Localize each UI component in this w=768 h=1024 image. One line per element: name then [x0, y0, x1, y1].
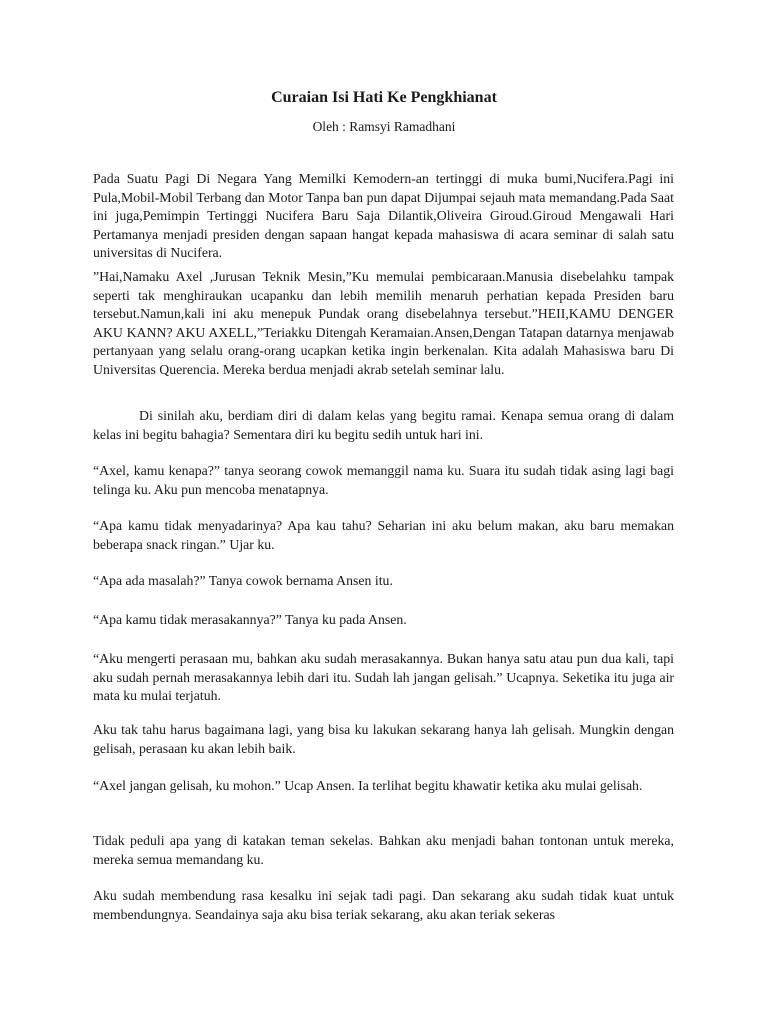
document-author: Oleh : Ramsyi Ramadhani — [312, 119, 456, 134]
paragraph: ”Hai,Namaku Axel ,Jurusan Teknik Mesin,”Ku memulai pembicaraan.Manusia disebelahku tampak seperti tak menghiraukan ucapanku dan lebih memilih menaruh perhatian kepada Presiden baru tersebut.Namun,kali ini aku menepuk Pundak orang disebelahnya tersebut.”HEII,KAMU DENGER AKU KANN? AKU AXELL,”Teriakku Ditengah Keramaian.Ansen,Dengan Tatapan datarnya menjawab pertanyaan yang selalu orang-orang ucapkan ketika ingin berkenalan. Kita adalah Mahasiswa baru Di Universitas Querencia. Mereka berdua menjadi akrab setelah seminar lalu. — [93, 269, 674, 377]
paragraph: Di sinilah aku, berdiam diri di dalam kelas yang begitu ramai. Kenapa semua orang di dalam kelas ini begitu bahagia? Sementara diri ku begitu sedih untuk hari ini. — [93, 408, 674, 442]
paragraph: Pada Suatu Pagi Di Negara Yang Memilki Kemodern-an tertinggi di muka bumi,Nucifera.Pagi ini Pula,Mobil-Mobil Terbang dan Motor Tanpa ban pun dapat Dijumpai sejauh mata memandang.Pada Saat ini juga,Pemimpin Tertinggi Nucifera Baru Saja Dilantik,Oliveira Giroud.Giroud Mengawali Hari Pertamanya menjadi presiden dengan sapaan hangat kepada mahasiswa di acara seminar di salah satu universitas di Nucifera. — [93, 171, 674, 260]
paragraph: “Axel, kamu kenapa?” tanya seorang cowok memanggil nama ku. Suara itu sudah tidak asing lagi bagi telinga ku. Aku pun mencoba menatapnya. — [93, 463, 674, 497]
paragraph: “Apa kamu tidak merasakannya?” Tanya ku pada Ansen. — [93, 612, 407, 627]
paragraph: Aku tak tahu harus bagaimana lagi, yang bisa ku lakukan sekarang hanya lah gelisah. Mungkin dengan gelisah, perasaan ku akan lebih baik. — [93, 722, 674, 756]
document-title: Curaian Isi Hati Ke Pengkhianat — [271, 89, 497, 106]
paragraph: “Aku mengerti perasaan mu, bahkan aku sudah merasakannya. Bukan hanya satu atau pun dua kali, tapi aku sudah pernah merasakannya lebih dari itu. Sudah lah jangan gelisah.” Ucapnya. Seketika itu juga air mata ku mulai terjatuh. — [93, 651, 674, 703]
paragraph: “Apa ada masalah?” Tanya cowok bernama Ansen itu. — [93, 573, 393, 588]
paragraph: “Apa kamu tidak menyadarinya? Apa kau tahu? Seharian ini aku belum makan, aku baru memakan beberapa snack ringan.” Ujar ku. — [93, 518, 674, 552]
paragraph: Aku sudah membendung rasa kesalku ini sejak tadi pagi. Dan sekarang aku sudah tidak kuat untuk membendungnya. Seandainya saja aku bisa teriak sekarang, aku akan teriak sekeras — [93, 888, 674, 922]
paragraph: “Axel jangan gelisah, ku mohon.” Ucap Ansen. Ia terlihat begitu khawatir ketika aku mulai gelisah. — [93, 778, 643, 793]
paragraph: Tidak peduli apa yang di katakan teman sekelas. Bahkan aku menjadi bahan tontonan untuk mereka, mereka semua memandang ku. — [93, 833, 674, 867]
